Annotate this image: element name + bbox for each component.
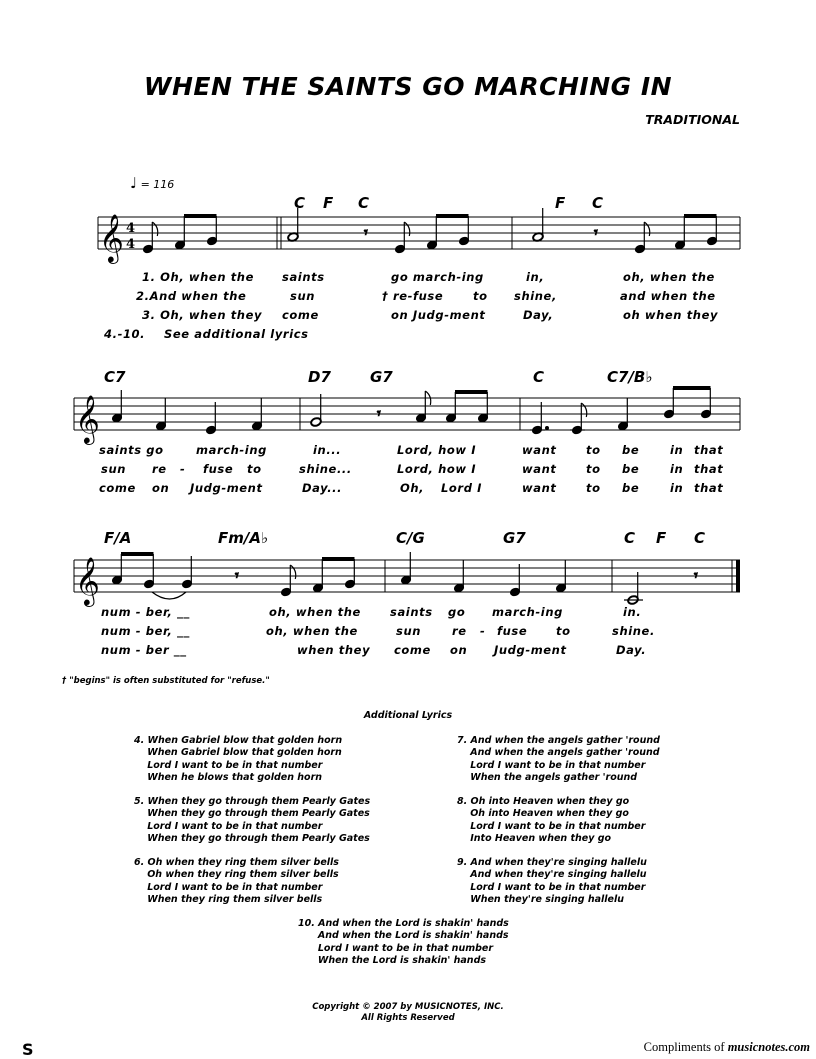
verse-line: Lord I want to be in that number [134,759,323,771]
lyric: Lord I [441,481,483,495]
chord-symbol: G7 [503,529,526,547]
note-quarter [182,556,193,589]
verse-line: When he blows that golden horn [134,772,323,784]
lyric: num - ber, __ [101,605,190,619]
lyric: sun [101,462,127,476]
lyric: Oh, [400,481,425,495]
verse-line: When Gabriel blow that golden horn [134,747,342,759]
copyright-line: Copyright © 2007 by MUSICNOTES, INC. [312,1002,504,1012]
lyric: num - ber, __ [101,624,190,638]
lyric: in... [313,443,342,457]
chord-symbol: F [555,194,566,212]
note-quarter [510,564,521,597]
lyric: come [394,643,431,657]
chord-symbol: D7 [308,368,331,386]
chord-symbol: F [656,529,667,547]
lyric: be [622,443,640,457]
lyric: Day... [302,481,343,495]
lyric: - [180,462,186,476]
lyric: go [448,605,466,619]
eighth-rest-icon: 𝄾 [364,225,368,241]
lyric: that [694,443,724,457]
compliments-prefix: Compliments of [643,1040,728,1054]
lyric: re [152,462,167,476]
lyric: Lord, how I [397,443,477,457]
verse-line: Lord I want to be in that number [457,820,646,832]
time-signature-bottom: 4 [126,237,136,252]
verse-line: And when the angels gather 'round [457,747,660,759]
verse-line: 9. And when they're singing hallelu [457,857,647,868]
verse-line: Lord I want to be in that number [298,942,494,954]
quarter-note-icon: ♩ [130,174,138,192]
chord-symbol: C [624,529,636,547]
lyric: that [694,481,724,495]
chord-symbol: Fm/A♭ [218,529,269,547]
verse-line: When the Lord is shakin' hands [298,955,487,967]
compliments-site[interactable]: musicnotes.com [727,1040,810,1054]
eighth-rest-icon: 𝄾 [594,225,598,241]
time-signature-top: 4 [126,221,136,236]
lyric: march-ing [492,605,563,619]
chord-symbol: C7 [104,368,126,386]
chord-symbol: C [294,194,306,212]
treble-clef-icon: 𝄞 [75,394,100,443]
note-quarter [206,402,217,435]
lyric: Judg-ment [494,643,567,657]
lyric: come [99,481,136,495]
verse-line: When they're singing hallelu [457,894,625,906]
lyric: come [282,308,319,322]
lyric: and when the [620,289,716,303]
chord-symbol: G7 [370,368,393,386]
copyright-line: All Rights Reserved [361,1013,455,1023]
lyric: in [670,443,684,457]
verse-line: And when the Lord is shakin' hands [298,930,509,942]
lyric: on [152,481,170,495]
lyric: Judg-ment [190,481,263,495]
tempo-value: = 116 [140,178,175,191]
note-beamed-pair [446,392,489,423]
verse-line: When they ring them silver bells [134,894,323,906]
verse-line: Oh when they ring them silver bells [134,869,339,881]
lyric: to [473,289,488,303]
chord-symbol: F/A [104,529,132,547]
verse-line: Into Heaven when they go [457,833,612,845]
lyric: go march-ing [391,270,484,284]
lyric: be [622,462,640,476]
verse-8 [457,796,645,846]
lyric: in. [623,605,642,619]
verse-6 [134,857,339,907]
footnote: † "begins" is often substituted for "refuse." [62,676,270,686]
note-half [624,572,643,605]
lyric: on [450,643,468,657]
lyric: fuse [497,624,528,638]
verse-line: When they go through them Pearly Gates [134,833,370,845]
lyric: num - ber __ [101,643,187,657]
lyric: 3. Oh, when they [142,308,263,322]
lyric: want [522,462,557,476]
verse-line: 5. When they go through them Pearly Gates [134,796,371,807]
verse-line: 10. And when the Lord is shakin' hands [298,918,509,929]
lyric: in [670,481,684,495]
chord-symbol: C [358,194,370,212]
verse-line: When the angels gather 'round [457,772,638,784]
tie-slur [152,592,186,599]
lyric: want [522,481,557,495]
lyric: 4.-10. [104,327,146,341]
chord-symbol: C [533,368,545,386]
lyric: to [556,624,571,638]
lyric: Day, [523,308,554,322]
verse-line: 4. When Gabriel blow that golden horn [134,735,343,746]
lyric: See additional lyrics [164,327,309,341]
lyric: to [247,462,262,476]
lyric: 2.And when the [136,289,247,303]
lyric: saints [282,270,325,284]
lyric: shine... [299,462,352,476]
lyric: re [452,624,467,638]
composer-credit: TRADITIONAL [645,112,740,127]
chord-symbol: F [323,194,334,212]
verse-line: Lord I want to be in that number [457,881,646,893]
eighth-rest-icon: 𝄾 [694,568,698,584]
lyric: shine. [612,624,655,638]
lyric: to [586,481,601,495]
note-eighth [416,391,431,423]
lyric: Day. [616,643,647,657]
lyric: sun [396,624,422,638]
treble-clef-icon: 𝄞 [75,556,100,605]
lyric: oh when they [623,308,719,322]
verse-line: Oh into Heaven when they go [457,808,629,820]
lyric: Lord, how I [397,462,477,476]
lyric: sun [290,289,316,303]
verse-10 [298,918,509,968]
lyric: in, [526,270,545,284]
lyric: fuse [203,462,234,476]
verse-line: And when they're singing hallelu [457,869,647,881]
lyric: that [694,462,724,476]
lyric: march-ing [196,443,267,457]
verse-line: Lord I want to be in that number [134,881,323,893]
staff-2 [74,398,740,430]
lyric: shine, [514,289,557,303]
copyright-notice [0,1002,816,1024]
lyric: be [622,481,640,495]
verse-line: 7. And when the angels gather 'round [457,735,660,746]
lyric: saints [390,605,433,619]
lyric: when they [297,643,371,657]
compliments-credit [644,1040,810,1055]
eighth-rest-icon: 𝄾 [235,568,239,584]
corner-logo: S [22,1040,34,1059]
treble-clef-icon: 𝄞 [99,213,124,262]
song-title: WHEN THE SAINTS GO MARCHING IN [143,72,673,101]
lyric: 1. Oh, when the [142,270,254,284]
chord-symbol: C7/B♭ [607,368,653,386]
lyric: want [522,443,557,457]
lyric: oh, when the [266,624,358,638]
additional-lyrics-heading: Additional Lyrics [363,710,453,721]
lyric: saints go [99,443,164,457]
verse-line: When they go through them Pearly Gates [134,808,370,820]
verse-line: Lord I want to be in that number [457,759,646,771]
lyric: to [586,462,601,476]
verse-4 [134,735,342,785]
note-eighth [570,403,587,435]
verse-line: Lord I want to be in that number [134,820,323,832]
verse-line: 6. Oh when they ring them silver bells [134,857,339,868]
verse-5 [134,796,370,846]
note-half [310,394,322,427]
lyric: in [670,462,684,476]
verse-line: 8. Oh into Heaven when they go [457,796,630,807]
verse-7 [457,735,660,785]
lyric: oh, when the [269,605,361,619]
lyric: † re-fuse [382,289,444,303]
lyric: on Judg-ment [391,308,486,322]
chord-symbol: C [592,194,604,212]
verse-9 [457,857,647,907]
chord-symbol: C [694,529,706,547]
eighth-rest-icon: 𝄾 [377,406,381,422]
lyric: to [586,443,601,457]
lyric: oh, when the [623,270,715,284]
lyric: - [480,624,486,638]
chord-symbol: C/G [396,529,425,547]
